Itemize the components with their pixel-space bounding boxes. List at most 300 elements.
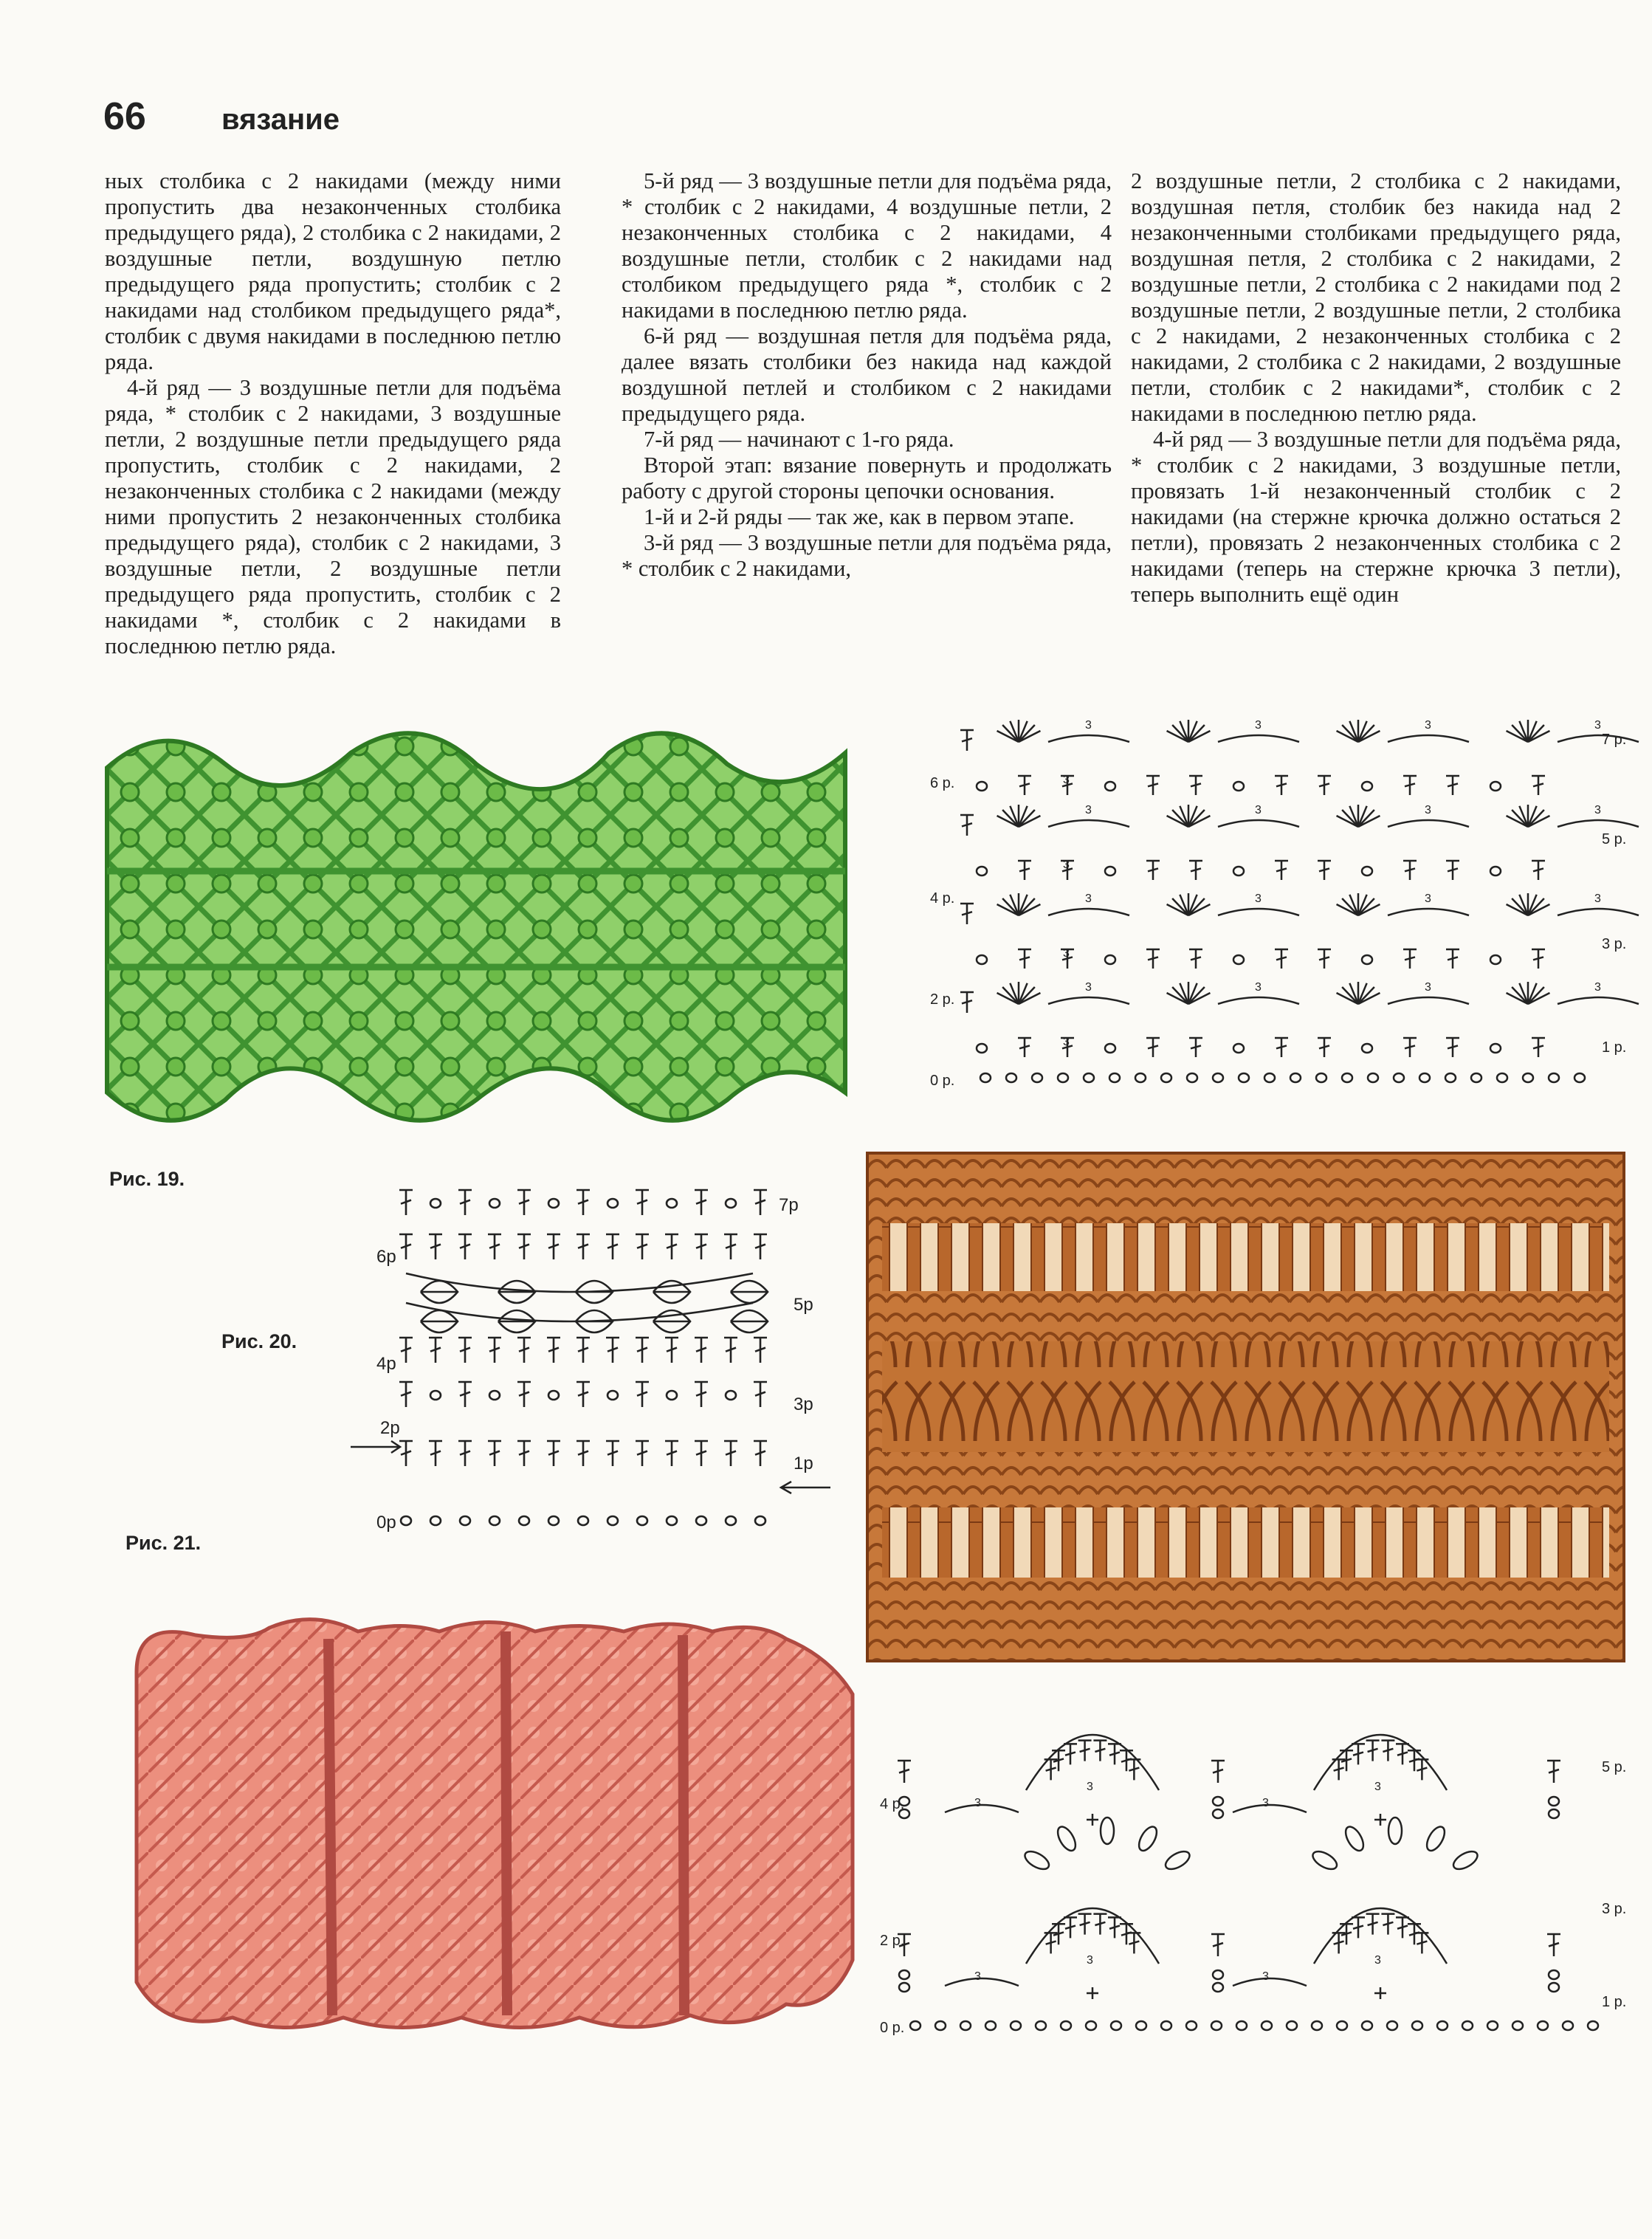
chain-arc-symbol: [1218, 820, 1299, 827]
double-crochet-symbol: [665, 1441, 678, 1466]
chain-stitch-symbol: [1437, 2021, 1448, 2030]
chain-stitch-symbol: [1487, 2021, 1498, 2030]
paragraph: 2 воздушные петли, 2 столбика с 2 накидами, воздушная петля, столбик без накида над 2 незаконченными столбиками предыдущего ряда, воздушная петля, 2 столбика с 2 накидами, 2 воздушные петли, 2 столбика с 2 накидами под 2 воздушные петли, 2 воздушные петли, 2 столбика с 2 накидами, 2 незаконченных столбика с 2 накидами, 2 столбика с 2 накидами, 2 воздушные петли, столбик с 2 накидами*, столбик с 2 накидами в последнюю петлю ряда.: [1131, 168, 1621, 426]
paragraph: 4-й ряд — 3 воздушные петли для подъёма ряда, * столбик с 2 накидами, 3 воздушные петли, 2 воздушные петли предыдущего ряда пропустить, столбик с 2 накидами, 2 незаконченных столбика с 2 накидами (между ними пропустить 2 незаконченных столбика предыдущего ряда), столбик с 2 накидами, 3 воздушные петли, 2 воздушные петли предыдущего ряда пропустить, столбик с 2 накидами *, столбик с 2 накидами в последнюю петлю ряда.: [105, 375, 561, 658]
stitch-count: 3: [1374, 1954, 1381, 1967]
row-label: 5р: [794, 1295, 813, 1315]
double-crochet-symbol: [1446, 861, 1459, 880]
chain-stitch-symbol: [1490, 867, 1501, 876]
row-label: 5 р.: [1602, 831, 1627, 847]
double-crochet-symbol: [606, 1441, 619, 1466]
row-label: 1 р.: [1602, 1994, 1627, 2010]
stitch-count: 3: [1087, 1781, 1093, 1793]
double-crochet-symbol: [754, 1190, 767, 1215]
double-crochet-symbol: [724, 1338, 737, 1363]
double-crochet-symbol: [636, 1190, 649, 1215]
chain-arc-symbol: [1218, 909, 1299, 915]
page-number: 66: [103, 95, 146, 138]
double-crochet-symbol: [665, 1338, 678, 1363]
chain-arc-symbol: [1048, 735, 1129, 742]
chain-stitch-symbol: [1490, 1044, 1501, 1053]
double-crochet-symbol: [547, 1234, 560, 1259]
chain-stitch-symbol: [1549, 1797, 1559, 1806]
chain-stitch-symbol: [548, 1516, 559, 1525]
double-crochet-symbol: [898, 1761, 911, 1783]
double-crochet-symbol: [1532, 949, 1545, 969]
chain-stitch-symbol: [608, 1391, 618, 1400]
chain-stitch-symbol: [1213, 1073, 1223, 1082]
arrow-right-icon: [351, 1441, 400, 1453]
double-crochet-symbol: [1211, 1934, 1225, 1956]
double-crochet-symbol: [754, 1441, 767, 1466]
fan-stroke: [1342, 725, 1358, 742]
chain-arc-symbol: [945, 1805, 1019, 1812]
double-crochet-symbol: [458, 1190, 472, 1215]
chain-arc-symbol: [945, 1978, 1019, 1986]
double-crochet-symbol: [754, 1234, 767, 1259]
paragraph: Второй этап: вязание повернуть и продолжать работу с другой стороны цепочки основания.: [622, 453, 1112, 503]
row-label: 3 р.: [1602, 1901, 1627, 1917]
chain-stitch-symbol: [667, 1516, 677, 1525]
fan-stroke: [1188, 810, 1205, 827]
chain-stitch-symbol: [1213, 1970, 1223, 1979]
double-crochet-symbol: [1318, 949, 1331, 969]
chain-stitch-symbol: [1105, 1044, 1115, 1053]
stitch-count: 3: [1063, 859, 1070, 871]
chain-stitch-symbol: [608, 1516, 618, 1525]
chain-arc-symbol: [1558, 735, 1639, 742]
stitch-count: 3: [974, 1970, 981, 1983]
chain-stitch-symbol: [1290, 1073, 1301, 1082]
double-crochet-symbol: [1403, 861, 1417, 880]
stitch-count: 3: [1255, 719, 1262, 732]
chain-stitch-symbol: [1032, 1073, 1042, 1082]
fan-stroke: [1512, 898, 1528, 915]
chain-stitch-symbol: [1187, 1073, 1197, 1082]
chain-stitch-symbol: [1105, 867, 1115, 876]
chain-stitch-symbol: [1105, 782, 1115, 791]
double-crochet-symbol: [577, 1234, 590, 1259]
double-crochet-symbol: [1381, 1741, 1394, 1761]
chain-stitch-symbol: [489, 1391, 500, 1400]
stitch-count: 3: [1594, 981, 1601, 994]
double-crochet-symbol: [1078, 1741, 1092, 1761]
chain-stitch-symbol: [899, 1970, 909, 1979]
chain-arc-symbol: [1388, 997, 1469, 1004]
chain-arc-symbol: [1558, 997, 1639, 1004]
chain-arc-symbol: [1558, 909, 1639, 915]
chain-arc-symbol: [1048, 820, 1129, 827]
double-crochet-symbol: [1275, 949, 1288, 969]
stitch-count: 3: [1374, 1781, 1381, 1793]
row-label: 6 р.: [930, 775, 955, 791]
double-crochet-symbol: [1108, 1744, 1121, 1764]
double-crochet-symbol: [1403, 1038, 1417, 1057]
double-crochet-symbol: [399, 1338, 413, 1363]
double-crochet-symbol: [1532, 776, 1545, 795]
section-title: вязание: [221, 103, 340, 136]
chart-fig20: [340, 1174, 842, 1558]
chain-stitch-symbol: [1362, 867, 1372, 876]
paragraph: 4-й ряд — 3 воздушные петли для подъёма ряда, * столбик с 2 накидами, 3 воздушные петли, провязать 1-й незаконченный столбик с 2 накидами (на стержне крючка должно остаться 2 петли), провязать 2 незаконченных столбика с 2 накидами (теперь на стержне крючка 3 петли), теперь выполнить ещё один: [1131, 427, 1621, 607]
row-label: 2р: [380, 1418, 400, 1438]
chain-stitch-symbol: [1105, 955, 1115, 964]
chain-stitch-symbol: [1523, 1073, 1533, 1082]
double-crochet-symbol: [458, 1234, 472, 1259]
chain-stitch-symbol: [1213, 1809, 1223, 1818]
double-crochet-symbol: [399, 1234, 413, 1259]
fan-stroke: [1002, 725, 1019, 742]
double-crochet-symbol: [1189, 861, 1202, 880]
row-label: 0 р.: [930, 1073, 955, 1089]
double-crochet-symbol: [636, 1234, 649, 1259]
chain-stitch-symbol: [548, 1199, 559, 1208]
double-crochet-symbol: [960, 992, 974, 1013]
double-crochet-symbol: [547, 1441, 560, 1466]
double-crochet-symbol: [1403, 776, 1417, 795]
chain-stitch-symbol: [985, 2021, 996, 2030]
chain-stitch-symbol: [977, 867, 987, 876]
chain-stitch-symbol: [1362, 782, 1372, 791]
double-crochet-symbol: [1352, 1744, 1365, 1764]
double-crochet-symbol: [399, 1382, 413, 1407]
fan-stroke: [1358, 810, 1374, 827]
double-crochet-symbol: [1018, 776, 1031, 795]
fan-stroke: [1019, 898, 1035, 915]
double-crochet-symbol: [399, 1190, 413, 1215]
double-crochet-symbol: [1352, 1917, 1365, 1938]
stitch-count: 3: [1087, 1954, 1093, 1967]
chain-stitch-symbol: [1549, 1983, 1559, 1992]
double-crochet-symbol: [577, 1338, 590, 1363]
single-crochet-symbol: [1087, 1814, 1098, 1826]
row-label: 6р: [376, 1247, 396, 1267]
puff-stitch-symbol: [1054, 1824, 1079, 1854]
paragraph: 3-й ряд — 3 воздушные петли для подъёма ряда, * столбик с 2 накидами,: [622, 530, 1112, 581]
double-crochet-symbol: [695, 1190, 708, 1215]
stitch-count: 3: [1594, 892, 1601, 905]
double-crochet-symbol: [606, 1234, 619, 1259]
chain-stitch-symbol: [1549, 1970, 1559, 1979]
row-label: 7 р.: [1602, 732, 1627, 748]
chain-stitch-symbol: [1233, 782, 1244, 791]
text-column-2: [622, 168, 1112, 582]
stitch-count: 3: [1085, 981, 1092, 994]
stitch-count: 3: [1255, 981, 1262, 994]
chain-stitch-symbol: [578, 1516, 588, 1525]
chain-stitch-symbol: [1262, 2021, 1272, 2030]
puff-stitch-symbol: [1423, 1824, 1448, 1854]
chain-stitch-symbol: [1471, 1073, 1481, 1082]
paragraph: ных столбика с 2 накидами (между ними пропустить два незаконченных столбика предыдущего ряда), 2 столбика с 2 накидами, 2 воздушные петли, воздушную петлю предыдущего ряда пропустить; столбик с 2 накидами над столбиком предыдущего ряда*, столбик с двумя накидами в последнюю петлю ряда.: [105, 168, 561, 374]
row-label: 1 р.: [1602, 1039, 1627, 1056]
stitch-count: 3: [1594, 804, 1601, 816]
fan-stroke: [1528, 898, 1544, 915]
chain-stitch-symbol: [637, 1516, 647, 1525]
double-crochet-symbol: [1381, 1914, 1394, 1935]
chain-stitch-symbol: [1135, 1073, 1146, 1082]
chain-stitch-symbol: [977, 782, 987, 791]
chain-stitch-symbol: [1287, 2021, 1297, 2030]
puff-stitch-symbol: [1388, 1817, 1402, 1844]
chain-stitch-symbol: [430, 1516, 441, 1525]
chain-stitch-symbol: [1419, 1073, 1430, 1082]
chain-arc-symbol: [1388, 909, 1469, 915]
chain-stitch-symbol: [910, 2021, 920, 2030]
stitch-count: 3: [1594, 719, 1601, 732]
chain-stitch-symbol: [430, 1391, 441, 1400]
fan-stroke: [1342, 987, 1358, 1004]
chain-stitch-symbol: [1213, 1983, 1223, 1992]
chain-arc-symbol: [1233, 1805, 1307, 1812]
fan-stroke: [1358, 987, 1374, 1004]
double-crochet-symbol: [1366, 1914, 1380, 1935]
chain-stitch-symbol: [1036, 2021, 1046, 2030]
double-crochet-symbol: [695, 1441, 708, 1466]
caption-fig20: Рис. 20.: [221, 1330, 297, 1352]
stitch-count: 3: [1255, 892, 1262, 905]
stitch-count: 3: [1425, 981, 1431, 994]
chain-stitch-symbol: [1211, 2021, 1222, 2030]
double-crochet-symbol: [1275, 776, 1288, 795]
double-crochet-symbol: [1064, 1744, 1077, 1764]
fan-stroke: [1002, 810, 1019, 827]
chain-stitch-symbol: [1549, 1073, 1559, 1082]
fan-stroke: [1188, 987, 1205, 1004]
chart-fig21: [871, 1698, 1627, 2045]
chain-stitch-symbol: [1233, 867, 1244, 876]
chain-stitch-symbol: [1264, 1073, 1275, 1082]
brown-rib-photo: [867, 1153, 1624, 1661]
double-crochet-symbol: [606, 1338, 619, 1363]
double-crochet-symbol: [1532, 861, 1545, 880]
fan-stroke: [1528, 987, 1544, 1004]
chain-stitch-symbol: [1006, 1073, 1016, 1082]
stitch-count: 3: [1425, 719, 1431, 732]
chart-fig19: [915, 709, 1627, 1100]
double-crochet-symbol: [458, 1382, 472, 1407]
chain-stitch-symbol: [1538, 2021, 1548, 2030]
stitch-count: 3: [1063, 947, 1070, 960]
double-crochet-symbol: [636, 1382, 649, 1407]
chain-stitch-symbol: [1136, 2021, 1146, 2030]
double-crochet-symbol: [1146, 1038, 1160, 1057]
fan-stroke: [1528, 810, 1544, 827]
double-crochet-symbol: [1275, 861, 1288, 880]
double-crochet-symbol: [458, 1441, 472, 1466]
puff-stitch-symbol: [1342, 1824, 1367, 1854]
caption-fig19: Рис. 19.: [109, 1168, 185, 1190]
double-crochet-symbol: [1318, 861, 1331, 880]
row-label: 3р: [794, 1394, 813, 1414]
paragraph: 5-й ряд — 3 воздушные петли для подъёма ряда, * столбик с 2 накидами, 4 воздушные петли, 2 незаконченных столбика с 2 накидами, 4 воздушные петли, столбик с 2 накидами над столбиком предыдущего ряда *, столбик с 2 накидами в последнюю петлю ряда.: [622, 168, 1112, 323]
chain-stitch-symbol: [1213, 1797, 1223, 1806]
double-crochet-symbol: [1547, 1934, 1560, 1956]
text-column-1: [105, 168, 561, 659]
chain-arc-symbol: [1388, 735, 1469, 742]
double-crochet-symbol: [695, 1338, 708, 1363]
chain-stitch-symbol: [1111, 2021, 1121, 2030]
fan-stroke: [1019, 987, 1035, 1004]
double-crochet-symbol: [399, 1441, 413, 1466]
chain-arc-symbol: [1218, 997, 1299, 1004]
chain-stitch-symbol: [755, 1516, 765, 1525]
double-crochet-symbol: [1532, 1038, 1545, 1057]
puff-stitch-symbol: [1135, 1824, 1160, 1854]
chain-stitch-symbol: [430, 1199, 441, 1208]
double-crochet-symbol: [960, 904, 974, 924]
double-crochet-symbol: [429, 1441, 442, 1466]
chain-stitch-symbol: [1490, 782, 1501, 791]
chain-arc-symbol: [1048, 909, 1129, 915]
chain-stitch-symbol: [1387, 2021, 1397, 2030]
double-crochet-symbol: [1018, 1038, 1031, 1057]
chain-stitch-symbol: [899, 1983, 909, 1992]
chain-stitch-symbol: [1161, 1073, 1171, 1082]
chain-arc-symbol: [1388, 820, 1469, 827]
double-crochet-symbol: [1275, 1038, 1288, 1057]
stitch-count: 3: [1063, 774, 1070, 786]
green-lace-photo: [107, 723, 845, 1144]
stitch-count: 3: [1255, 804, 1262, 816]
stitch-count: 3: [1063, 1036, 1070, 1048]
puff-stitch-symbol: [1101, 1817, 1114, 1844]
chain-stitch-symbol: [1549, 1809, 1559, 1818]
fan-stroke: [1512, 810, 1528, 827]
double-crochet-symbol: [517, 1338, 531, 1363]
double-crochet-symbol: [1146, 861, 1160, 880]
paragraph: 7-й ряд — начинают с 1-го ряда.: [644, 427, 954, 452]
double-crochet-symbol: [429, 1338, 442, 1363]
chain-arc-symbol: [1218, 735, 1299, 742]
double-crochet-symbol: [960, 730, 974, 751]
double-crochet-symbol: [1211, 1761, 1225, 1783]
chain-stitch-symbol: [935, 2021, 946, 2030]
double-crochet-symbol: [1108, 1917, 1121, 1938]
stitch-count: 3: [974, 1797, 981, 1809]
stitch-count: 3: [1425, 892, 1431, 905]
fan-stroke: [1342, 898, 1358, 915]
double-crochet-symbol: [1446, 1038, 1459, 1057]
paragraph: 1-й и 2-й ряды — так же, как в первом этапе.: [644, 504, 1075, 529]
chain-stitch-symbol: [1084, 1073, 1094, 1082]
puff-stitch-symbol: [1310, 1848, 1340, 1873]
chain-stitch-symbol: [608, 1199, 618, 1208]
single-crochet-symbol: [1374, 1814, 1386, 1826]
chain-stitch-symbol: [1394, 1073, 1404, 1082]
double-crochet-symbol: [577, 1382, 590, 1407]
double-crochet-symbol: [517, 1441, 531, 1466]
fan-stroke: [1188, 725, 1205, 742]
chain-arc-symbol: [1048, 997, 1129, 1004]
double-crochet-symbol: [1446, 776, 1459, 795]
double-crochet-symbol: [458, 1338, 472, 1363]
double-crochet-symbol: [1189, 949, 1202, 969]
chain-stitch-symbol: [1445, 1073, 1456, 1082]
chain-stitch-symbol: [489, 1199, 500, 1208]
puff-stitch-symbol: [1450, 1848, 1480, 1873]
double-crochet-symbol: [1093, 1914, 1107, 1935]
chain-stitch-symbol: [1362, 1044, 1372, 1053]
double-crochet-symbol: [547, 1338, 560, 1363]
double-crochet-symbol: [1318, 776, 1331, 795]
double-crochet-symbol: [488, 1234, 501, 1259]
row-label: 5 р.: [1602, 1759, 1627, 1775]
fan-stroke: [1019, 725, 1035, 742]
chain-stitch-symbol: [1312, 2021, 1322, 2030]
chain-arc-symbol: [1558, 820, 1639, 827]
fan-stroke: [1172, 987, 1188, 1004]
double-crochet-symbol: [577, 1190, 590, 1215]
double-crochet-symbol: [1018, 861, 1031, 880]
double-crochet-symbol: [636, 1441, 649, 1466]
chain-stitch-symbol: [667, 1199, 677, 1208]
double-crochet-symbol: [1064, 1917, 1077, 1938]
double-crochet-symbol: [1189, 1038, 1202, 1057]
double-crochet-symbol: [577, 1441, 590, 1466]
double-crochet-symbol: [960, 815, 974, 836]
chain-stitch-symbol: [1161, 2021, 1171, 2030]
chain-stitch-symbol: [977, 1044, 987, 1053]
arrow-left-icon: [781, 1482, 830, 1493]
double-crochet-symbol: [695, 1234, 708, 1259]
double-crochet-symbol: [1396, 1744, 1409, 1764]
row-label: 2 р.: [880, 1933, 905, 1949]
double-crochet-symbol: [1146, 949, 1160, 969]
row-label: 4 р.: [930, 890, 955, 907]
chain-stitch-symbol: [1011, 2021, 1021, 2030]
chain-stitch-symbol: [1490, 955, 1501, 964]
chain-stitch-symbol: [1233, 1044, 1244, 1053]
puff-stitch-symbol: [1163, 1848, 1192, 1873]
paragraph: 6-й ряд — воздушная петля для подъёма ряда, далее вязать столбики без накида над каждой воздушной петлей и столбиком с 2 накидами предыдущего ряда.: [622, 323, 1112, 426]
chain-stitch-symbol: [1368, 1073, 1378, 1082]
chain-stitch-symbol: [1086, 2021, 1096, 2030]
row-label: 7р: [779, 1195, 799, 1215]
row-label: 3 р.: [1602, 936, 1627, 952]
stitch-count: 3: [1085, 804, 1092, 816]
fan-stroke: [1512, 987, 1528, 1004]
chain-stitch-symbol: [1058, 1073, 1068, 1082]
fan-stroke: [1019, 810, 1035, 827]
chain-stitch-symbol: [1563, 2021, 1573, 2030]
chain-stitch-symbol: [548, 1391, 559, 1400]
chain-stitch-symbol: [1239, 1073, 1249, 1082]
fan-stroke: [1172, 725, 1188, 742]
stitch-count: 3: [1262, 1970, 1269, 1983]
double-crochet-symbol: [1446, 949, 1459, 969]
chain-stitch-symbol: [460, 1516, 470, 1525]
double-crochet-symbol: [517, 1190, 531, 1215]
chain-stitch-symbol: [1342, 1073, 1352, 1082]
chain-stitch-symbol: [667, 1391, 677, 1400]
double-crochet-symbol: [665, 1234, 678, 1259]
chain-stitch-symbol: [1512, 2021, 1523, 2030]
stitch-count: 3: [1425, 804, 1431, 816]
fan-stroke: [1188, 898, 1205, 915]
double-crochet-symbol: [754, 1382, 767, 1407]
fan-stroke: [1172, 898, 1188, 915]
chain-stitch-symbol: [1061, 2021, 1071, 2030]
double-crochet-symbol: [488, 1441, 501, 1466]
double-crochet-symbol: [724, 1234, 737, 1259]
fan-stroke: [1358, 898, 1374, 915]
chain-arc-symbol: [1233, 1978, 1307, 1986]
row-label: 0 р.: [880, 2020, 905, 2036]
row-label: 2 р.: [930, 991, 955, 1008]
caption-fig21: Рис. 21.: [125, 1532, 202, 1554]
chain-stitch-symbol: [696, 1516, 706, 1525]
